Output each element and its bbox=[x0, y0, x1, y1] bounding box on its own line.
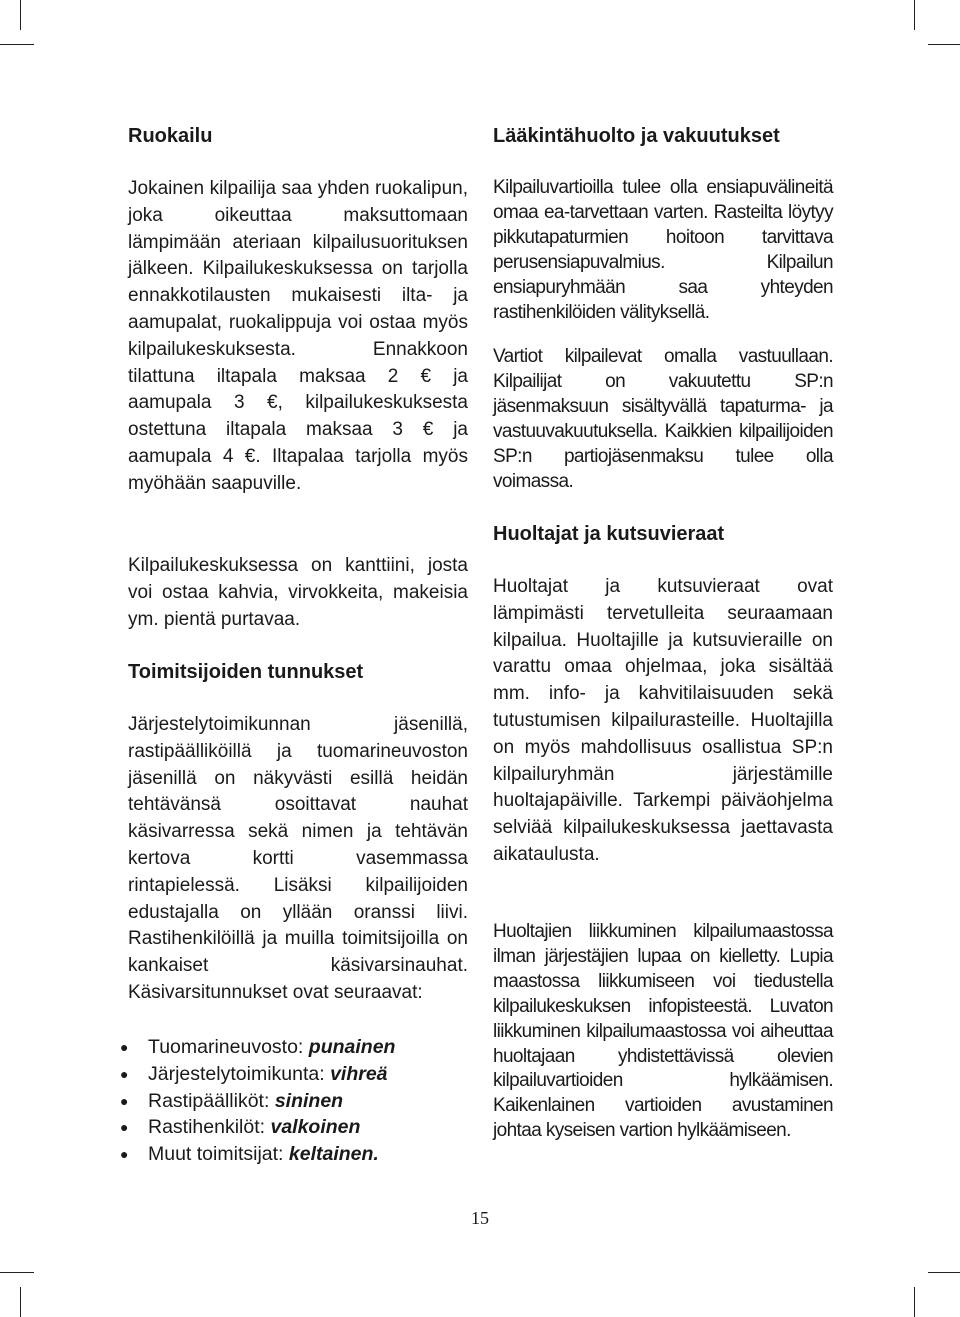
list-item: ● Rastihenkilöt: valkoinen bbox=[128, 1114, 395, 1141]
page-number: 15 bbox=[471, 1208, 489, 1228]
crop-mark bbox=[0, 44, 34, 45]
list-item: ● Rastipäälliköt: sininen bbox=[128, 1088, 395, 1115]
crop-mark bbox=[928, 44, 960, 45]
laakinta-paragraph-2: Vartiot kilpailevat omalla vastuullaan. Kilpailijat on vakuutettu SP:n jäsenmaksuun sisältyvällä tapaturma- ja vastuuvakuutuksella. Kaikkien kilpailijoiden SP:n partiojäsenmaksu tulee olla voimassa. bbox=[493, 346, 833, 492]
ruokailu-paragraph-2: Kilpailukeskuksessa on kanttiini, josta voi ostaa kahvia, virvokkeita, makeisia ym. pientä purtavaa. bbox=[128, 555, 468, 630]
armband-color: punainen bbox=[308, 1036, 396, 1058]
crop-mark bbox=[914, 0, 915, 30]
laakinta-heading: Lääkintähuolto ja vakuutukset bbox=[493, 125, 780, 147]
crop-mark bbox=[20, 1287, 21, 1317]
huoltajat-paragraph-1: Huoltajat ja kutsuvieraat ovat lämpimästi tervetulleita seuraamaan kilpailua. Huoltajille ja kutsuvieraille on varattu omaa ohjelmaa, joka sisältää mm. info- ja kahvitilaisuuden sekä tutustumisen kilpailurasteille. Huoltajilla on myös mahdollisuus osallistua SP:n kilpailuryhmän järjestämille huoltajapäiville. Tarkempi päiväohjelma selviää kilpailukeskuksessa jaettavasta aikataulusta. bbox=[493, 576, 833, 865]
tunnukset-heading: Toimitsijoiden tunnukset bbox=[128, 661, 364, 683]
tunnukset-paragraph: Järjestelytoimikunnan jäsenillä, rastipäälliköillä ja tuomarineuvoston jäsenillä on näkyvästi esillä heidän tehtävänsä osoittavat nauhat käsivarressa sekä nimen ja tehtävän kertova kortti vasemmassa rintapielessä. Lisäksi kilpailijoiden edustajalla on yllään oranssi liivi. Rastihenkilöillä ja muilla toimitsijoilla on kankaiset käsivarsinauhat. Käsivarsitunnukset ovat seuraavat: bbox=[128, 714, 468, 1003]
huoltajat-paragraph-2: Huoltajien liikkuminen kilpailumaastossa ilman järjestäjien lupaa on kielletty. Lupia maastossa liikkumiseen voi tiedustella kilpailukeskuksen infopisteestä. Luvaton liikkuminen kilpailumaastossa voi aiheuttaa huoltajaan yhdistettävissä olevien kilpailuvartioiden hylkäämisen. Kaikenlainen vartioiden avustaminen johtaa kyseisen vartion hylkäämiseen. bbox=[493, 921, 833, 1142]
crop-mark bbox=[0, 1272, 34, 1273]
ruokailu-heading: Ruokailu bbox=[128, 125, 213, 147]
crop-mark bbox=[20, 0, 21, 30]
ruokailu-paragraph-1: Jokainen kilpailija saa yhden ruokalipun, joka oikeuttaa maksuttomaan lämpimään ateriaan kilpailusuorituksen jälkeen. Kilpailukeskuksessa on tarjolla ennakkotilausten mukaisesti ilta- ja aamupalat, ruokalippuja voi ostaa myös kilpailukeskuksesta. Ennakkoon tilattuna iltapala maksaa 2 € ja aamupala 3 €, kilpailukeskuksesta ostettuna iltapala maksaa 3 € ja aamupala 4 €. Iltapalaa tarjolla myös myöhään saapuville. bbox=[128, 178, 468, 494]
armband-color: keltainen. bbox=[288, 1143, 379, 1166]
crop-mark bbox=[914, 1287, 915, 1317]
list-item: ● Tuomarineuvosto: punainen bbox=[128, 1034, 395, 1061]
armband-list bbox=[128, 1034, 395, 1168]
crop-mark bbox=[928, 1272, 960, 1273]
huoltajat-heading: Huoltajat ja kutsuvieraat bbox=[493, 523, 725, 545]
armband-color: valkoinen bbox=[270, 1116, 361, 1139]
list-item: ● Muut toimitsijat: keltainen. bbox=[128, 1141, 395, 1168]
laakinta-paragraph-1: Kilpailuvartioilla tulee olla ensiapuvälineitä omaa ea-tarvettaan varten. Rasteilta löytyy pikkutapaturmien hoitoon tarvittava perusensiapuvalmius. Kilpailun ensiapuryhmään saa yhteyden rastihenkilöiden välityksellä. bbox=[493, 177, 833, 323]
list-item: ● Järjestelytoimikunta: vihreä bbox=[128, 1061, 395, 1088]
armband-color: vihreä bbox=[330, 1062, 388, 1085]
armband-color: sininen bbox=[274, 1089, 344, 1112]
